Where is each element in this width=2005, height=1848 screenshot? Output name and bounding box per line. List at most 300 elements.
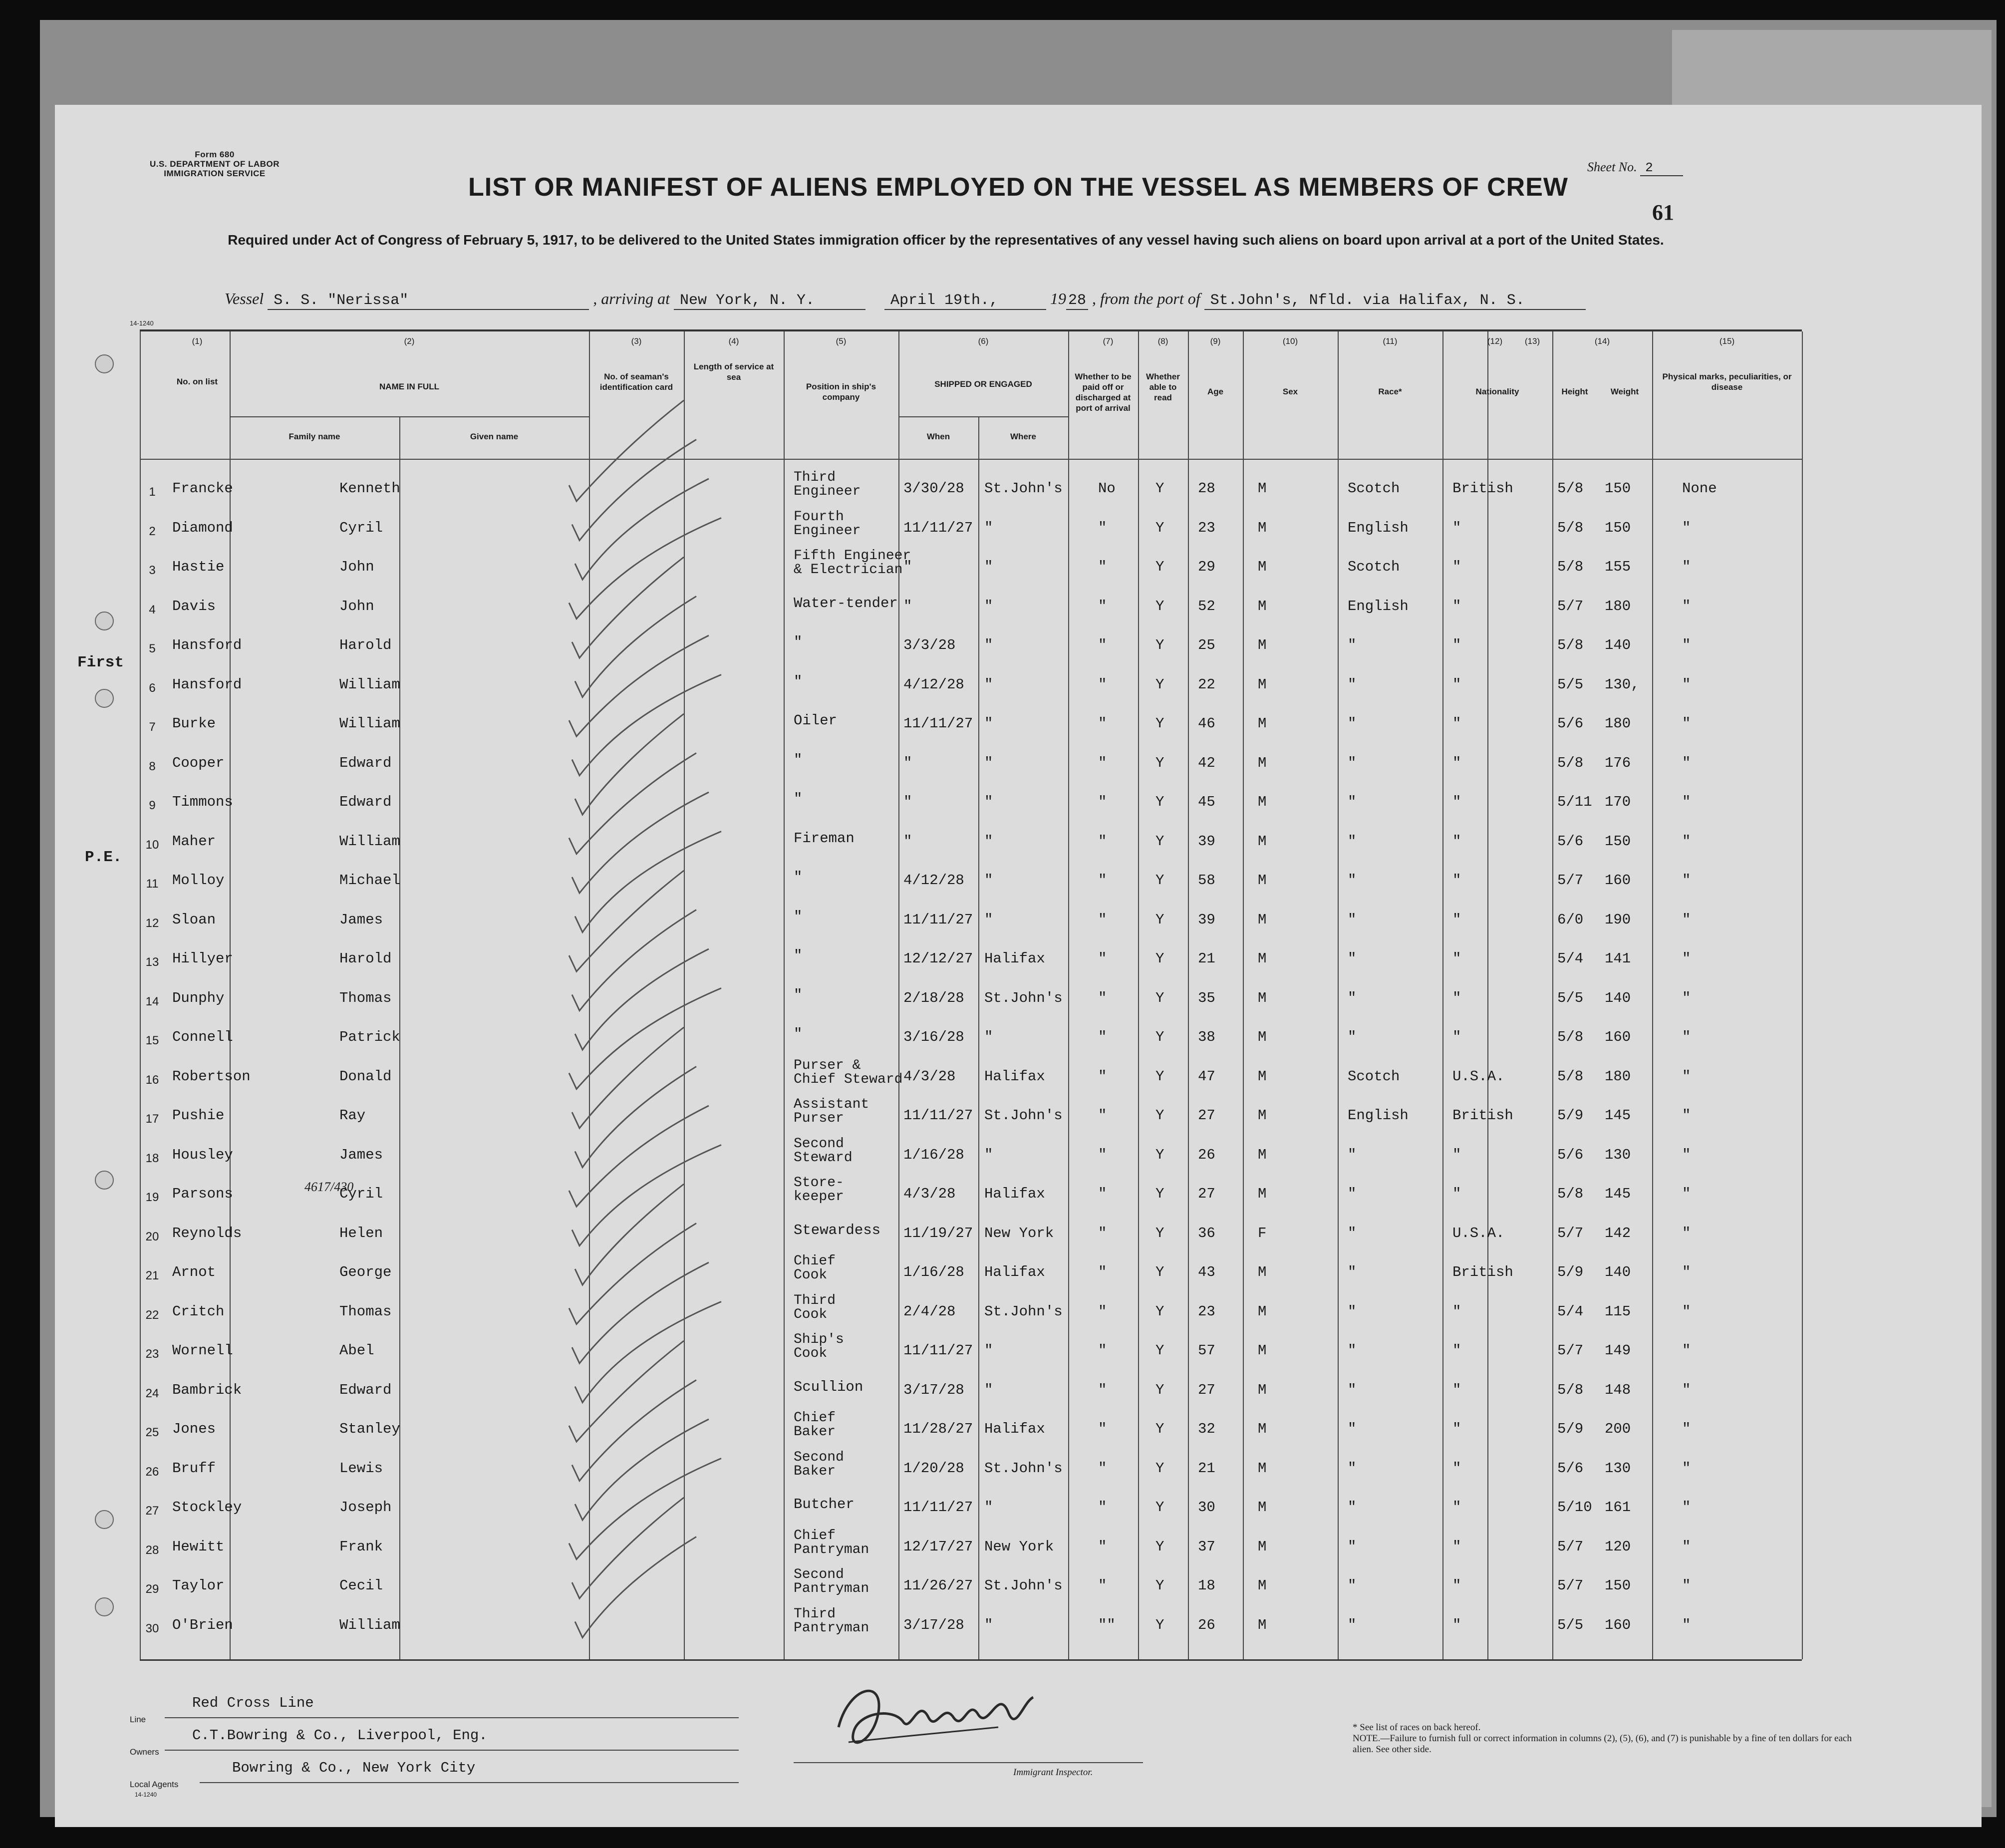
row-number: 19 bbox=[145, 1191, 159, 1204]
line-rule bbox=[165, 1717, 739, 1718]
shipped-where: Halifax bbox=[984, 1068, 1045, 1085]
header-family-name: Family name bbox=[288, 432, 340, 441]
check-mark bbox=[572, 1262, 709, 1363]
shipped-where: " bbox=[984, 519, 993, 536]
weight: 130, bbox=[1605, 676, 1640, 693]
shipped-when: " bbox=[903, 598, 912, 615]
physical-marks: " bbox=[1682, 1616, 1691, 1633]
weight: 142 bbox=[1605, 1225, 1631, 1241]
footnote bbox=[1353, 1722, 1872, 1755]
race: " bbox=[1348, 1577, 1357, 1594]
paid-off: " bbox=[1098, 1342, 1107, 1359]
check-mark bbox=[575, 714, 684, 815]
weight: 180 bbox=[1605, 598, 1631, 615]
nationality: " bbox=[1452, 794, 1461, 810]
family-name: Hansford bbox=[172, 637, 242, 653]
shipped-where: St.John's bbox=[984, 480, 1063, 497]
paid-off: " bbox=[1098, 1029, 1107, 1045]
age: 27 bbox=[1198, 1381, 1215, 1398]
race: " bbox=[1348, 715, 1357, 732]
age: 25 bbox=[1198, 637, 1215, 653]
shipped-where: Halifax bbox=[984, 1421, 1045, 1437]
paid-off: " bbox=[1098, 950, 1107, 967]
inspector-rule bbox=[794, 1762, 1143, 1763]
race: " bbox=[1348, 1303, 1357, 1320]
height: 5/6 bbox=[1557, 833, 1584, 850]
height: 5/8 bbox=[1557, 1186, 1584, 1202]
able-read: Y bbox=[1155, 1499, 1164, 1516]
nationality: " bbox=[1452, 1186, 1461, 1202]
weight: 160 bbox=[1605, 1029, 1631, 1045]
column-number: (3) bbox=[631, 336, 642, 346]
given-name: Thomas bbox=[339, 989, 392, 1006]
weight: 115 bbox=[1605, 1303, 1631, 1320]
paid-off: No bbox=[1098, 480, 1116, 497]
sex: M bbox=[1258, 559, 1267, 575]
given-name: Stanley bbox=[339, 1421, 400, 1437]
check-mark bbox=[569, 1459, 721, 1559]
shipped-when: 12/12/27 bbox=[903, 950, 973, 967]
position-line: Pantryman bbox=[794, 1541, 869, 1557]
shipped-when: 11/11/27 bbox=[903, 911, 973, 928]
paid-off: " bbox=[1098, 519, 1107, 536]
able-read: Y bbox=[1155, 676, 1164, 693]
weight: 160 bbox=[1605, 872, 1631, 889]
nationality: " bbox=[1452, 989, 1461, 1006]
column-number: (7) bbox=[1103, 336, 1114, 346]
position-line: Cook bbox=[794, 1306, 828, 1322]
family-name: Critch bbox=[172, 1303, 225, 1320]
family-name: Reynolds bbox=[172, 1225, 242, 1241]
able-read: Y bbox=[1155, 480, 1164, 497]
height: 5/7 bbox=[1557, 1225, 1584, 1241]
physical-marks: " bbox=[1682, 1225, 1691, 1241]
position-line: Second bbox=[794, 1449, 844, 1465]
nationality: " bbox=[1452, 1616, 1461, 1633]
vessel-label: Vessel bbox=[225, 290, 264, 308]
age: 38 bbox=[1198, 1029, 1215, 1045]
age: 58 bbox=[1198, 872, 1215, 889]
crew-table bbox=[140, 329, 1802, 1661]
shipped-when: " bbox=[903, 559, 912, 575]
check-mark bbox=[575, 1419, 709, 1520]
row-number: 6 bbox=[149, 681, 156, 695]
shipped-when: 3/3/28 bbox=[903, 637, 956, 653]
weight: 149 bbox=[1605, 1342, 1631, 1359]
paid-off: " bbox=[1098, 1460, 1107, 1477]
race: " bbox=[1348, 1538, 1357, 1555]
check-mark bbox=[575, 1184, 684, 1285]
height: 5/9 bbox=[1557, 1421, 1584, 1437]
row-number: 7 bbox=[149, 720, 156, 734]
sex: M bbox=[1258, 480, 1267, 497]
able-read: Y bbox=[1155, 1225, 1164, 1241]
physical-marks: " bbox=[1682, 1342, 1691, 1359]
physical-marks: " bbox=[1682, 559, 1691, 575]
shipped-where: St.John's bbox=[984, 989, 1063, 1006]
nationality: " bbox=[1452, 676, 1461, 693]
physical-marks: " bbox=[1682, 1303, 1691, 1320]
column-number: (10) bbox=[1282, 336, 1298, 346]
weight: 200 bbox=[1605, 1421, 1631, 1437]
service: IMMIGRATION SERVICE bbox=[164, 169, 266, 178]
shipped-when: 3/30/28 bbox=[903, 480, 964, 497]
shipped-where: " bbox=[984, 1499, 993, 1516]
family-name: Francke bbox=[172, 480, 233, 497]
check-mark bbox=[575, 1302, 721, 1403]
row-number: 23 bbox=[145, 1347, 159, 1361]
position-line: Cook bbox=[794, 1267, 828, 1283]
weight: 150 bbox=[1605, 1577, 1631, 1594]
row-number: 25 bbox=[145, 1426, 159, 1439]
weight: 130 bbox=[1605, 1146, 1631, 1163]
weight: 140 bbox=[1605, 1264, 1631, 1280]
able-read: Y bbox=[1155, 637, 1164, 653]
position: " bbox=[794, 986, 803, 1003]
age: 26 bbox=[1198, 1146, 1215, 1163]
age: 37 bbox=[1198, 1538, 1215, 1555]
shipped-where: New York bbox=[984, 1538, 1054, 1555]
check-mark bbox=[569, 518, 721, 619]
row-number: 8 bbox=[149, 759, 156, 773]
family-name: O'Brien bbox=[172, 1616, 233, 1633]
sex: M bbox=[1258, 1421, 1267, 1437]
sex: M bbox=[1258, 1381, 1267, 1398]
given-name: John bbox=[339, 559, 374, 575]
physical-marks: " bbox=[1682, 1107, 1691, 1124]
given-name: Kenneth bbox=[339, 480, 400, 497]
paid-off: " bbox=[1098, 1264, 1107, 1280]
height: 5/8 bbox=[1557, 1029, 1584, 1045]
able-read: Y bbox=[1155, 1186, 1164, 1202]
sex: M bbox=[1258, 1303, 1267, 1320]
physical-marks: " bbox=[1682, 1068, 1691, 1085]
family-name: Maher bbox=[172, 833, 216, 850]
weight: 180 bbox=[1605, 1068, 1631, 1085]
race: English bbox=[1348, 598, 1409, 615]
race: " bbox=[1348, 1186, 1357, 1202]
sex: M bbox=[1258, 598, 1267, 615]
page-number: 61 bbox=[1652, 200, 1674, 225]
age: 23 bbox=[1198, 1303, 1215, 1320]
family-name: Hewitt bbox=[172, 1538, 225, 1555]
column-number: (13) bbox=[1524, 336, 1540, 346]
weight: 176 bbox=[1605, 754, 1631, 771]
able-read: Y bbox=[1155, 794, 1164, 810]
race: Scotch bbox=[1348, 480, 1400, 497]
height: 5/8 bbox=[1557, 754, 1584, 771]
check-mark bbox=[575, 597, 696, 697]
physical-marks: " bbox=[1682, 833, 1691, 850]
age: 45 bbox=[1198, 794, 1215, 810]
row-number: 21 bbox=[145, 1269, 159, 1282]
given-name: John bbox=[339, 598, 374, 615]
position-line: Cook bbox=[794, 1346, 828, 1361]
row-number: 26 bbox=[145, 1465, 159, 1479]
nationality: " bbox=[1452, 1303, 1461, 1320]
sex: M bbox=[1258, 872, 1267, 889]
row-number: 20 bbox=[145, 1230, 159, 1243]
family-name: Burke bbox=[172, 715, 216, 732]
row-number: 9 bbox=[149, 799, 156, 812]
row-number: 14 bbox=[145, 994, 159, 1008]
age: 22 bbox=[1198, 676, 1215, 693]
nationality: " bbox=[1452, 1421, 1461, 1437]
height: 5/10 bbox=[1557, 1499, 1592, 1516]
weight: 130 bbox=[1605, 1460, 1631, 1477]
paid-off: " bbox=[1098, 911, 1107, 928]
able-read: Y bbox=[1155, 559, 1164, 575]
physical-marks: " bbox=[1682, 598, 1691, 615]
given-name: Michael bbox=[339, 872, 400, 889]
family-name: Parsons bbox=[172, 1186, 233, 1202]
nationality: " bbox=[1452, 1342, 1461, 1359]
position-line: Engineer bbox=[794, 523, 861, 539]
column-number: (12) bbox=[1487, 336, 1503, 346]
vessel-name: S. S. "Nerissa" bbox=[268, 292, 589, 310]
shipped-when: 4/3/28 bbox=[903, 1068, 956, 1085]
position: Butcher bbox=[794, 1496, 855, 1513]
weight: 161 bbox=[1605, 1499, 1631, 1516]
able-read: Y bbox=[1155, 872, 1164, 889]
given-name: Cyril bbox=[339, 1186, 383, 1202]
position: Water-tender bbox=[794, 595, 898, 612]
shipped-when: 2/4/28 bbox=[903, 1303, 956, 1320]
age: 46 bbox=[1198, 715, 1215, 732]
header-paid-off: Whether to be paid off or discharged at port of arrival bbox=[1075, 372, 1132, 413]
row-number: 13 bbox=[145, 955, 159, 969]
family-name: Arnot bbox=[172, 1264, 216, 1280]
race: " bbox=[1348, 989, 1357, 1006]
inspector-signature bbox=[819, 1667, 1068, 1767]
height: 5/7 bbox=[1557, 598, 1584, 615]
shipped-where: " bbox=[984, 559, 993, 575]
weight: 120 bbox=[1605, 1538, 1631, 1555]
physical-marks: " bbox=[1682, 1186, 1691, 1202]
shipped-when: " bbox=[903, 754, 912, 771]
nationality: " bbox=[1452, 598, 1461, 615]
shipped-where: " bbox=[984, 598, 993, 615]
given-name: William bbox=[339, 715, 400, 732]
age: 18 bbox=[1198, 1577, 1215, 1594]
row-number: 24 bbox=[145, 1386, 159, 1400]
family-name: Hastie bbox=[172, 559, 225, 575]
row-number: 17 bbox=[145, 1112, 159, 1126]
family-name: Housley bbox=[172, 1146, 233, 1163]
family-name: Robertson bbox=[172, 1068, 251, 1085]
position-line: Fifth Engineer bbox=[794, 548, 911, 564]
sex: M bbox=[1258, 1107, 1267, 1124]
form-code-top: 14-1240 bbox=[130, 319, 154, 327]
physical-marks: " bbox=[1682, 872, 1691, 889]
age: 21 bbox=[1198, 1460, 1215, 1477]
nationality: " bbox=[1452, 1460, 1461, 1477]
height: 5/6 bbox=[1557, 1460, 1584, 1477]
race: " bbox=[1348, 1421, 1357, 1437]
check-mark bbox=[569, 988, 721, 1089]
shipped-when: 11/11/27 bbox=[903, 1107, 973, 1124]
shipped-where: St.John's bbox=[984, 1107, 1063, 1124]
nationality: " bbox=[1452, 559, 1461, 575]
paid-off: "" bbox=[1098, 1616, 1116, 1633]
physical-marks: " bbox=[1682, 1146, 1691, 1163]
document-title: LIST OR MANIFEST OF ALIENS EMPLOYED ON THE VESSEL AS MEMBERS OF CREW bbox=[468, 173, 1568, 202]
position: " bbox=[794, 751, 803, 768]
sex: M bbox=[1258, 833, 1267, 850]
owners-rule bbox=[165, 1750, 739, 1751]
able-read: Y bbox=[1155, 1146, 1164, 1163]
family-name: Hansford bbox=[172, 676, 242, 693]
age: 23 bbox=[1198, 519, 1215, 536]
sex: M bbox=[1258, 1460, 1267, 1477]
agents-value: Bowring & Co., New York City bbox=[232, 1760, 476, 1776]
sex: M bbox=[1258, 637, 1267, 653]
given-name: Edward bbox=[339, 1381, 392, 1398]
height: 5/8 bbox=[1557, 1381, 1584, 1398]
position-line: Chief bbox=[794, 1528, 836, 1543]
height: 5/9 bbox=[1557, 1107, 1584, 1124]
check-mark bbox=[575, 479, 709, 580]
height: 5/8 bbox=[1557, 637, 1584, 653]
sex: M bbox=[1258, 1616, 1267, 1633]
age: 27 bbox=[1198, 1107, 1215, 1124]
header-able-read: Whether able to read bbox=[1146, 372, 1180, 402]
height: 5/7 bbox=[1557, 872, 1584, 889]
position-line: Second bbox=[794, 1567, 844, 1582]
position-line: Engineer bbox=[794, 484, 861, 499]
family-name: Molloy bbox=[172, 872, 225, 889]
age: 21 bbox=[1198, 950, 1215, 967]
sex: M bbox=[1258, 1342, 1267, 1359]
column-line bbox=[1802, 331, 1803, 1659]
given-name: Harold bbox=[339, 950, 392, 967]
departure-port: St.John's, Nfld. via Halifax, N. S. bbox=[1204, 292, 1586, 310]
position: " bbox=[794, 673, 803, 690]
sex: M bbox=[1258, 911, 1267, 928]
able-read: Y bbox=[1155, 1264, 1164, 1280]
physical-marks: None bbox=[1682, 480, 1717, 497]
given-name: James bbox=[339, 911, 383, 928]
header-name-in-full: NAME IN FULL bbox=[379, 382, 439, 391]
physical-marks: " bbox=[1682, 715, 1691, 732]
paid-off: " bbox=[1098, 1107, 1107, 1124]
physical-marks: " bbox=[1682, 754, 1691, 771]
column-number: (15) bbox=[1719, 336, 1735, 346]
family-name: Hillyer bbox=[172, 950, 233, 967]
position-line: Purser & bbox=[794, 1057, 861, 1073]
paid-off: " bbox=[1098, 1381, 1107, 1398]
sex: M bbox=[1258, 950, 1267, 967]
age: 29 bbox=[1198, 559, 1215, 575]
physical-marks: " bbox=[1682, 1577, 1691, 1594]
nationality: " bbox=[1452, 911, 1461, 928]
nationality: " bbox=[1452, 754, 1461, 771]
age: 26 bbox=[1198, 1616, 1215, 1633]
sex: M bbox=[1258, 715, 1267, 732]
row-number: 11 bbox=[146, 877, 159, 891]
shipped-when: 4/12/28 bbox=[903, 676, 964, 693]
manifest-sheet bbox=[55, 105, 1982, 1827]
family-name: Taylor bbox=[172, 1577, 225, 1594]
position-line: Assistant bbox=[794, 1097, 869, 1112]
shipped-where: " bbox=[984, 794, 993, 810]
shipped-when: 3/17/28 bbox=[903, 1381, 964, 1398]
arrival-date: April 19th., bbox=[884, 292, 1046, 310]
nationality: " bbox=[1452, 1146, 1461, 1163]
weight: 141 bbox=[1605, 950, 1631, 967]
check-mark bbox=[572, 1145, 721, 1246]
able-read: Y bbox=[1155, 1107, 1164, 1124]
able-read: Y bbox=[1155, 1068, 1164, 1085]
shipped-when: 11/11/27 bbox=[903, 1499, 973, 1516]
age: 30 bbox=[1198, 1499, 1215, 1516]
height: 5/8 bbox=[1557, 1068, 1584, 1085]
paid-off: " bbox=[1098, 1538, 1107, 1555]
punch-hole bbox=[95, 689, 114, 708]
family-name: Wornell bbox=[172, 1342, 233, 1359]
arriving-label: , arriving at bbox=[593, 290, 670, 308]
year-suffix: 28 bbox=[1066, 292, 1088, 310]
column-number: (11) bbox=[1383, 336, 1398, 346]
line-value: Red Cross Line bbox=[192, 1695, 314, 1711]
age: 57 bbox=[1198, 1342, 1215, 1359]
age: 52 bbox=[1198, 598, 1215, 615]
nationality: " bbox=[1452, 1538, 1461, 1555]
paid-off: " bbox=[1098, 833, 1107, 850]
physical-marks: " bbox=[1682, 1421, 1691, 1437]
height: 5/9 bbox=[1557, 1264, 1584, 1280]
header-race: Race* bbox=[1378, 387, 1402, 396]
shipped-where: " bbox=[984, 1146, 993, 1163]
weight: 180 bbox=[1605, 715, 1631, 732]
physical-marks: " bbox=[1682, 1381, 1691, 1398]
age: 27 bbox=[1198, 1186, 1215, 1202]
paid-off: " bbox=[1098, 715, 1107, 732]
column-number: (5) bbox=[836, 336, 847, 346]
physical-marks: " bbox=[1682, 950, 1691, 967]
family-name: Stockley bbox=[172, 1499, 242, 1516]
sex: M bbox=[1258, 1029, 1267, 1045]
header-where: Where bbox=[1010, 432, 1036, 441]
given-name: Thomas bbox=[339, 1303, 392, 1320]
sheet-label: Sheet No. bbox=[1587, 160, 1637, 174]
row-number: 27 bbox=[145, 1504, 159, 1518]
paid-off: " bbox=[1098, 989, 1107, 1006]
row-number: 15 bbox=[145, 1034, 159, 1047]
nationality: " bbox=[1452, 1577, 1461, 1594]
race: English bbox=[1348, 1107, 1409, 1124]
race: " bbox=[1348, 1381, 1357, 1398]
given-name: Ray bbox=[339, 1107, 366, 1124]
header-id-card: No. of seaman's identification card bbox=[599, 372, 673, 392]
nationality: British bbox=[1452, 1107, 1513, 1124]
header-shipped: SHIPPED OR ENGAGED bbox=[934, 379, 1032, 389]
paid-off: " bbox=[1098, 1225, 1107, 1241]
nationality: " bbox=[1452, 637, 1461, 653]
age: 28 bbox=[1198, 480, 1215, 497]
position: Oiler bbox=[794, 712, 838, 729]
position-line: keeper bbox=[794, 1189, 844, 1205]
department: U.S. DEPARTMENT OF LABOR bbox=[149, 159, 280, 169]
race: " bbox=[1348, 1225, 1357, 1241]
shipped-where: " bbox=[984, 754, 993, 771]
paid-off: " bbox=[1098, 1303, 1107, 1320]
able-read: Y bbox=[1155, 1029, 1164, 1045]
shipped-where: Halifax bbox=[984, 1264, 1045, 1280]
family-name: Connell bbox=[172, 1029, 233, 1045]
race: " bbox=[1348, 911, 1357, 928]
shipped-where: " bbox=[984, 1381, 993, 1398]
